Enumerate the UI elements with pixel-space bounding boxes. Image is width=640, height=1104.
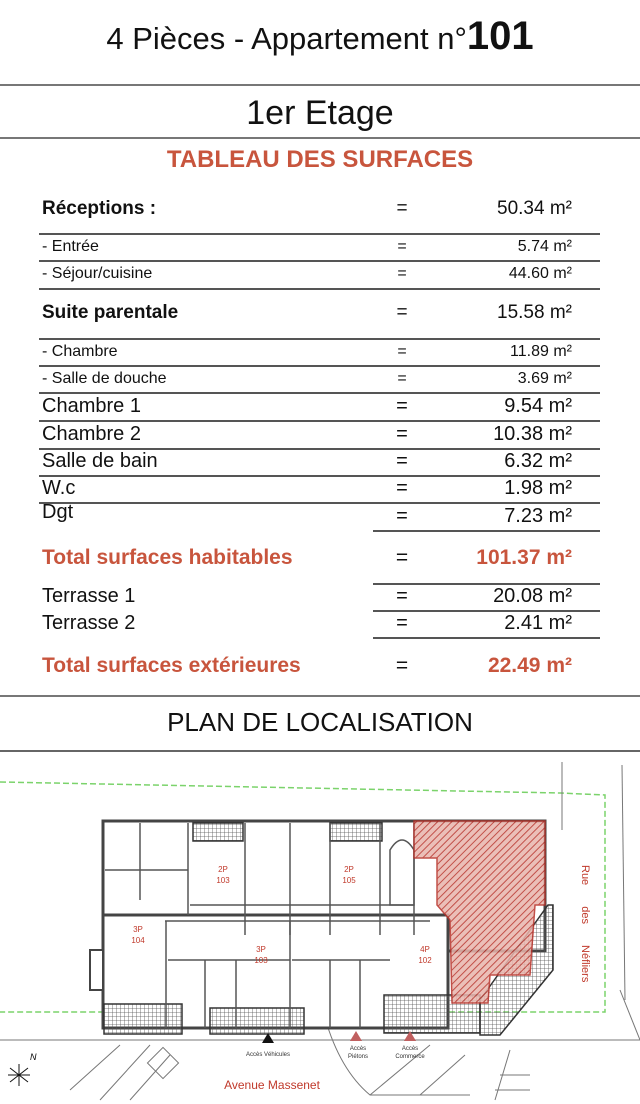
row-label: - Séjour/cuisine	[42, 265, 153, 282]
row-divider	[373, 637, 600, 639]
plan-title: PLAN DE LOCALISATION	[167, 707, 473, 737]
row-value: 9.54 m²	[504, 395, 572, 417]
row-value: 50.34 m²	[497, 198, 572, 219]
row-value: 7.23 m²	[504, 505, 572, 527]
row-value: 1.98 m²	[504, 477, 572, 499]
equals-sign: =	[396, 612, 408, 634]
unit-type: 2P	[344, 865, 354, 874]
row-value: 20.08 m²	[493, 585, 572, 607]
divider	[0, 84, 640, 86]
pedestrian-access-icon	[350, 1031, 362, 1041]
unit-type: 3P	[256, 945, 266, 954]
row-label: Salle de bain	[42, 450, 158, 472]
equals-sign: =	[395, 654, 409, 677]
unit-type: 4P	[420, 945, 430, 954]
north-arrow-icon	[8, 1064, 30, 1086]
commerce-access-label: Commerce	[395, 1054, 425, 1060]
unit-type: 3P	[133, 925, 143, 934]
street-name-bottom: Avenue Massenet	[224, 1078, 320, 1092]
row-label: Suite parentale	[42, 302, 179, 323]
row-value: 101.37 m²	[476, 546, 572, 569]
equals-sign: =	[396, 450, 408, 472]
row-label: W.c	[42, 477, 76, 499]
row-label: Terrasse 1	[42, 585, 136, 607]
table-row	[39, 190, 600, 222]
row-label: Terrasse 2	[42, 612, 136, 634]
row-label: Chambre 2	[42, 423, 141, 445]
row-label: Réceptions :	[42, 198, 157, 219]
table-row	[39, 394, 600, 420]
row-value: 15.58 m²	[497, 302, 572, 323]
row-label: - Entrée	[42, 238, 99, 255]
equals-sign: =	[397, 265, 407, 282]
total-habitable-row	[39, 540, 600, 572]
row-divider	[39, 338, 600, 340]
floor-title: 1er Etage	[246, 94, 394, 132]
unit-number: 104	[131, 936, 145, 945]
pedestrian-access-label: Accès	[349, 1046, 367, 1052]
unit-number: 102	[418, 956, 432, 965]
north-label: N	[30, 1052, 37, 1062]
table-row	[39, 236, 600, 258]
row-value: 11.89 m²	[510, 343, 572, 360]
equals-sign: =	[396, 395, 408, 417]
row-value: 6.32 m²	[504, 450, 572, 472]
commerce-access-label: Accès	[401, 1046, 419, 1052]
row-value: 44.60 m²	[508, 265, 572, 282]
table-title: TABLEAU DES SURFACES	[166, 146, 474, 173]
row-label: Chambre 1	[42, 395, 141, 417]
row-value: 22.49 m²	[487, 654, 572, 677]
equals-sign: =	[397, 370, 407, 387]
unit-number: 103	[254, 956, 268, 965]
equals-sign: =	[396, 477, 408, 499]
equals-sign: =	[396, 423, 408, 445]
table-row	[39, 422, 600, 448]
row-divider	[373, 530, 600, 532]
vehicle-access-label: Accès Véhicules	[245, 1052, 291, 1058]
equals-sign: =	[395, 546, 409, 569]
table-row	[39, 476, 600, 502]
unit-number: 103	[216, 876, 230, 885]
table-row	[39, 449, 600, 475]
row-divider	[39, 288, 600, 290]
table-row	[39, 611, 600, 637]
row-divider	[39, 260, 600, 262]
apartment-title	[0, 14, 640, 59]
row-label: Dgt	[42, 501, 74, 523]
divider	[0, 137, 640, 139]
table-row	[39, 341, 600, 363]
street-name-right: Rue des Néfliers	[579, 865, 591, 983]
row-value: 5.74 m²	[517, 238, 572, 255]
row-label: Total surfaces habitables	[42, 546, 293, 569]
row-label: - Chambre	[42, 343, 118, 360]
row-value: 10.38 m²	[493, 423, 572, 445]
equals-sign: =	[397, 343, 407, 360]
total-exterior-row	[39, 648, 600, 680]
row-value: 2.41 m²	[504, 612, 572, 634]
equals-sign: =	[396, 198, 408, 219]
pedestrian-access-label: Piétons	[347, 1054, 369, 1060]
apartment-number: 101	[466, 14, 534, 58]
table-row	[39, 500, 600, 530]
row-label: Total surfaces extérieures	[42, 654, 301, 677]
row-value: 3.69 m²	[517, 370, 572, 387]
equals-sign: =	[396, 585, 408, 607]
table-row	[39, 584, 600, 610]
row-divider	[39, 365, 600, 367]
equals-sign: =	[396, 302, 408, 323]
equals-sign: =	[396, 505, 408, 527]
unit-number: 105	[342, 876, 356, 885]
table-row	[39, 368, 600, 390]
equals-sign: =	[397, 238, 407, 255]
unit-type: 2P	[218, 865, 228, 874]
apartment-type: 4 Pièces - Appartement n°	[106, 21, 467, 56]
location-plan	[0, 752, 640, 1104]
row-label: - Salle de douche	[42, 370, 167, 387]
divider	[0, 695, 640, 697]
table-row	[39, 294, 600, 326]
table-row	[39, 263, 600, 285]
row-divider	[39, 233, 600, 235]
